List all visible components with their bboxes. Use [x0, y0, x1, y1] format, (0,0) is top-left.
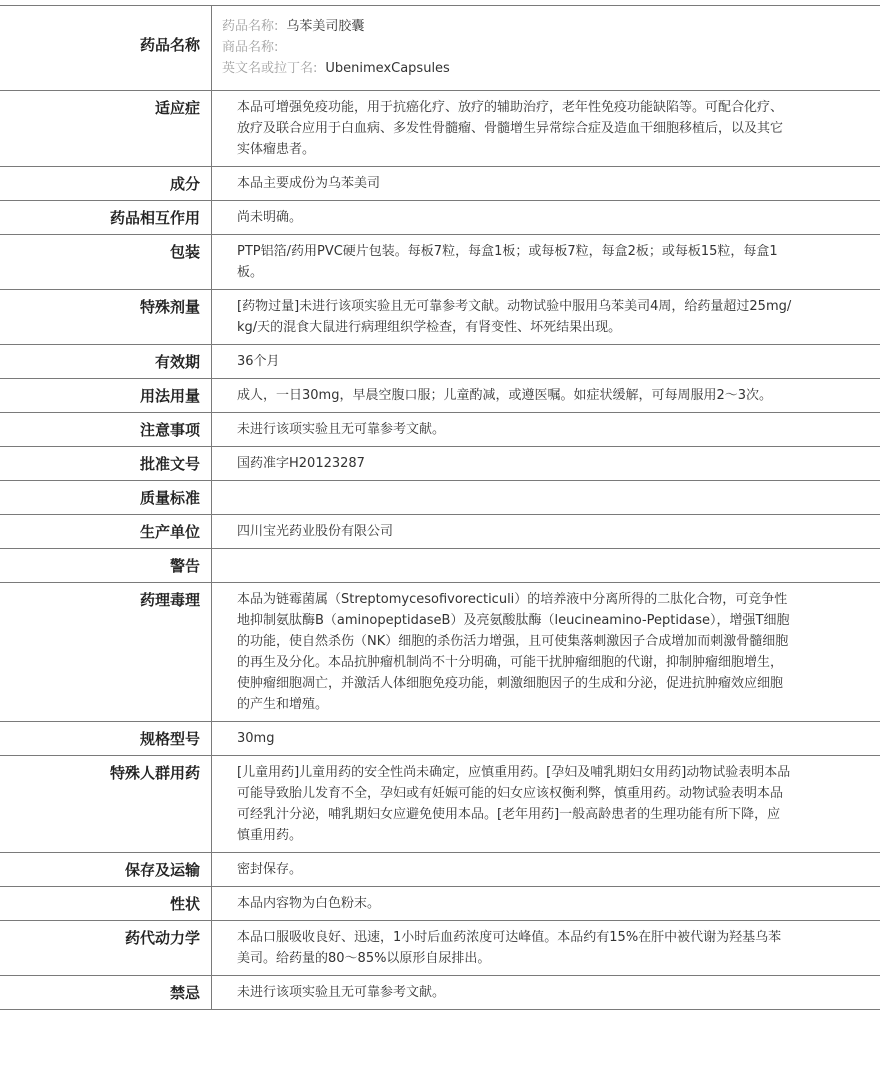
generic-name-line [222, 16, 860, 37]
row-label: 规格型号 [0, 722, 212, 756]
row-label: 生产单位 [0, 515, 212, 549]
row-value: 30mg [212, 722, 880, 756]
english-name-line [222, 58, 860, 79]
row-value: 四川宝光药业股份有限公司 [212, 515, 880, 549]
row-value: 国药准字H20123287 [212, 447, 880, 481]
generic-name-value: 乌苯美司胶囊 [286, 19, 365, 34]
row-label: 保存及运输 [0, 853, 212, 887]
row-label: 药品相互作用 [0, 201, 212, 235]
row-quality-standard [0, 481, 880, 515]
row-label: 质量标准 [0, 481, 212, 515]
row-contraindications [0, 976, 880, 1010]
english-name-label: 英文名或拉丁名: [222, 61, 318, 76]
row-value: [药物过量]未进行该项实验且无可靠参考文献。动物试验中服用乌苯美司4周，给药量超过25mg/kg/天的混食大鼠进行病理组织学检查，有肾变性、坏死结果出现。 [212, 290, 880, 345]
row-value: 本品内容物为白色粉末。 [212, 887, 880, 921]
row-value: 本品可增强免疫功能，用于抗癌化疗、放疗的辅助治疗，老年性免疫功能缺陷等。可配合化疗、放疗及联合应用于白血病、多发性骨髓瘤、骨髓增生异常综合症及造血干细胞移植后，以及其它实体瘤患者。 [212, 91, 880, 167]
trade-name-label: 商品名称: [222, 40, 279, 55]
row-value: 密封保存。 [212, 853, 880, 887]
row-label: 禁忌 [0, 976, 212, 1010]
row-value: 本品主要成份为乌苯美司 [212, 167, 880, 201]
row-label: 注意事项 [0, 413, 212, 447]
row-description [0, 887, 880, 921]
row-value [212, 549, 880, 583]
row-value: 未进行该项实验且无可靠参考文献。 [212, 976, 880, 1010]
row-value: 本品口服吸收良好、迅速，1小时后血药浓度可达峰值。本品约有15%在肝中被代谢为羟基乌苯美司。给药量的80～85%以原形自尿排出。 [212, 921, 880, 976]
row-label: 警告 [0, 549, 212, 583]
row-label: 用法用量 [0, 379, 212, 413]
row-label: 药理毒理 [0, 583, 212, 722]
row-approval-number [0, 447, 880, 481]
row-warning [0, 549, 880, 583]
row-ingredients [0, 167, 880, 201]
row-value: 成人，一日30mg，早晨空腹口服；儿童酌减，或遵医嘱。如症状缓解，可每周服用2～3次。 [212, 379, 880, 413]
row-storage [0, 853, 880, 887]
row-drug-name [0, 6, 880, 91]
row-value: 未进行该项实验且无可靠参考文献。 [212, 413, 880, 447]
row-interactions [0, 201, 880, 235]
row-label: 批准文号 [0, 447, 212, 481]
row-label: 成分 [0, 167, 212, 201]
english-name-value: UbenimexCapsules [325, 61, 450, 76]
row-manufacturer [0, 515, 880, 549]
row-label: 适应症 [0, 91, 212, 167]
row-label: 有效期 [0, 345, 212, 379]
row-specification [0, 722, 880, 756]
row-shelf-life [0, 345, 880, 379]
row-label: 特殊人群用药 [0, 756, 212, 853]
row-value: [儿童用药]儿童用药的安全性尚未确定，应慎重用药。[孕妇及哺乳期妇女用药]动物试验表明本品可能导致胎儿发育不全，孕妇或有妊娠可能的妇女应该权衡利弊，慎重用药。动物试验表明本品可经乳汁分泌，哺乳期妇女应避免使用本品。[老年用药]一般高龄患者的生理功能有所下降，应慎重用药。 [212, 756, 880, 853]
row-label: 包装 [0, 235, 212, 290]
row-precautions [0, 413, 880, 447]
row-usage-dosage [0, 379, 880, 413]
row-special-dosage [0, 290, 880, 345]
row-label: 药品名称 [0, 6, 212, 91]
row-packaging [0, 235, 880, 290]
row-pharmacokinetics [0, 921, 880, 976]
trade-name-line [222, 37, 860, 58]
row-indications [0, 91, 880, 167]
row-pharmacology [0, 583, 880, 722]
row-value: 36个月 [212, 345, 880, 379]
row-label: 特殊剂量 [0, 290, 212, 345]
row-label: 药代动力学 [0, 921, 212, 976]
row-value [212, 481, 880, 515]
row-value: 本品为链霉菌属（Streptomycesofivorecticuli）的培养液中分离所得的二肽化合物，可竞争性地抑制氨肽酶B（aminopeptidaseB）及亮氨酸肽酶（leucineamino-Peptidase），增强T细胞的功能，使自然杀伤（NK）细胞的杀伤活力增强，且可使集落刺激因子合成增加而刺激骨髓细胞的再生及分化。本品抗肿瘤机制尚不十分明确，可能干扰肿瘤细胞的代谢，抑制肿瘤细胞增生，使肿瘤细胞凋亡，并激活人体细胞免疫功能，刺激细胞因子的生成和分泌，促进抗肿瘤效应细胞的产生和增殖。 [212, 583, 880, 722]
drug-info-table [0, 5, 880, 1010]
drug-name-details [212, 6, 880, 91]
row-value: PTP铝箔/药用PVC硬片包装。每板7粒，每盒1板；或每板7粒，每盒2板；或每板15粒，每盒1板。 [212, 235, 880, 290]
row-special-populations [0, 756, 880, 853]
generic-name-label: 药品名称: [222, 19, 279, 34]
row-value: 尚未明确。 [212, 201, 880, 235]
row-label: 性状 [0, 887, 212, 921]
